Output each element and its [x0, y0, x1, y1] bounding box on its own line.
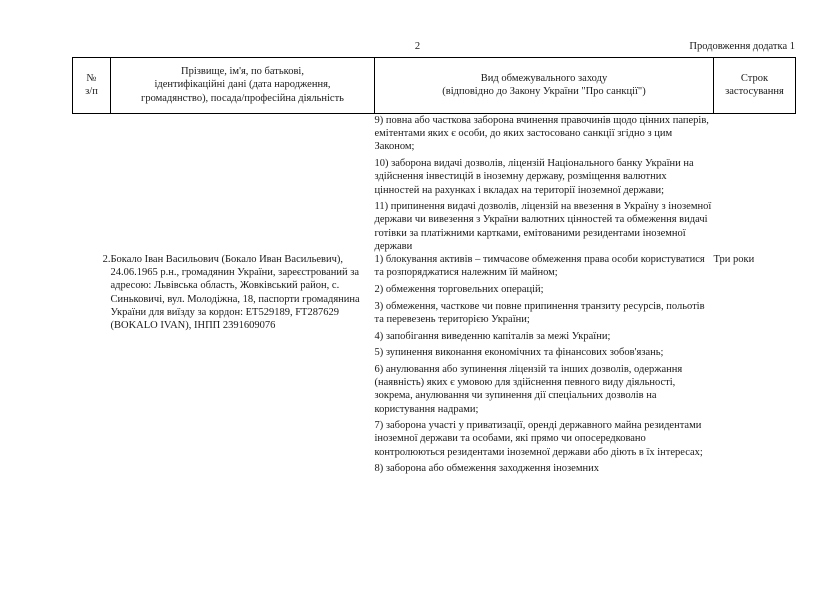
measure-item: 11) припинення видачі дозволів, ліцензій на ввезення в Україну з іноземної держави чи вивезення з України валютних цінностей та обмеження видачі готівки за платіжними картками, емітованими резидентами іноземної держави	[374, 201, 712, 252]
measure-item: 3) обмеження, часткове чи повне припинення транзиту ресурсів, польотів та перевезень територією України;	[374, 300, 705, 325]
row-measures	[375, 253, 714, 476]
person-description: Бокало Іван Васильович (Бокало Иван Васильевич), 24.06.1965 р.н., громадянин України, зареєстрований за адресою: Львівська область, Жовківський район, с. Синьковичі, вул. Молодіжна, 18, паспорти громадянина України для виїзду за кордон: ET529189, FT287629 (BOKALO IVAN), ІНПП 2391609076	[110, 254, 360, 332]
column-header-term-line-2: застосування	[725, 86, 784, 97]
running-head	[72, 40, 795, 54]
column-header-number	[73, 58, 111, 114]
column-header-measure-line-2: (відповідно до Закону України "Про санкції")	[442, 86, 646, 97]
continuation-note: Продовження додатка 1	[689, 41, 795, 52]
continued-entry-row	[73, 114, 796, 254]
column-header-measure-line-1: Вид обмежувального заходу	[480, 72, 608, 84]
continued-entry-term-cell	[714, 114, 796, 254]
measure-item: 2) обмеження торговельних операцій;	[374, 283, 544, 295]
continued-entry-person-cell	[111, 114, 375, 254]
row-person-details	[111, 253, 375, 476]
column-header-person-line-2: ідентифікаційні дані (дата народження,	[154, 79, 331, 91]
continued-entry-measures-cell	[375, 114, 714, 254]
measure-item: 1) блокування активів – тимчасове обмеження права особи користуватися та розпоряджатися належним їй майном;	[374, 254, 705, 279]
sanctions-table	[72, 57, 796, 476]
measure-item: 10) заборона видачі дозволів, ліцензій Національного банку України на здійснення інвестицій в іноземну державу, розміщення валютних цінностей на рахунках і вкладах на території іноземної держави;	[374, 158, 694, 196]
row-number: 2.	[102, 254, 111, 266]
column-header-person-line-1: Прізвище, ім'я, по батькові,	[181, 66, 304, 78]
column-header-person	[111, 58, 375, 114]
column-header-number-line-2: з/п	[85, 86, 98, 97]
page-number: 2	[414, 41, 421, 52]
measure-item: 5) зупинення виконання економічних та фінансових зобов'язань;	[374, 347, 664, 359]
table-row	[73, 253, 796, 476]
measure-item: 4) запобігання виведенню капіталів за межі України;	[374, 330, 611, 342]
column-header-measure	[375, 58, 714, 114]
measure-item: 7) заборона участі у приватизації, оренді державного майна резидентами іноземної держави та особами, які прямо чи опосередковано контролюються резидентами іноземної держави або діють в їх інтересах;	[374, 420, 703, 458]
measure-item: 9) повна або часткова заборона вчинення правочинів щодо цінних паперів, емітентами яких є особи, до яких застосовано санкції згідно з цим Законом;	[374, 115, 709, 153]
measure-item: 8) заборона або обмеження заходження іноземних	[374, 463, 599, 475]
table-header-row	[73, 58, 796, 114]
measure-item: 6) анулювання або зупинення ліцензій та інших дозволів, одержання (наявність) яких є умовою для здійснення певного виду діяльності, зокрема, анулювання чи зупинення дії спеціальних дозволів на користування надрами;	[374, 363, 683, 415]
column-header-term-line-1: Строк	[740, 72, 769, 84]
continued-entry-number-cell	[73, 114, 111, 254]
column-header-person-line-3: громадянство), посада/професійна діяльність	[141, 92, 344, 104]
column-header-term	[714, 58, 796, 114]
row-term: Три роки	[713, 254, 755, 266]
column-header-number-line-1: №	[86, 72, 97, 84]
